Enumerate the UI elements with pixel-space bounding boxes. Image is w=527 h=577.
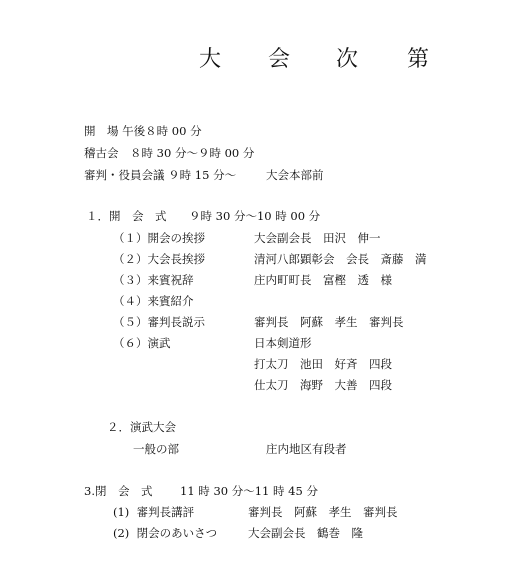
section-1-item-detail: 審判長 阿蘇 孝生 審判長 <box>254 315 404 329</box>
section-1-item-detail: 日本剣道形 <box>254 336 312 350</box>
meeting-location: 大会本部前 <box>266 168 324 182</box>
title-char-3: 次 <box>336 47 359 72</box>
title-char-4: 第 <box>407 47 430 72</box>
section-1-item-label: （６）演武 <box>113 336 171 350</box>
section-1-item-detail: 庄内町町長 富樫 透 様 <box>254 273 392 287</box>
opening-time-line: 開 場 午後８時 00 分 <box>84 124 202 138</box>
section-3-item-detail: 大会副会長 鶴巻 隆 <box>248 526 363 540</box>
section-1-heading: １．開 会 式 <box>86 209 167 223</box>
section-1-item-label: （４）来賓紹介 <box>113 294 194 308</box>
embu-uchidachi-line: 打太刀 池田 好斉 四段 <box>254 357 392 371</box>
section-3-item-label: (2) 閉会のあいさつ <box>113 526 218 540</box>
section-3-time: 11 時 30 分～11 時 45 分 <box>180 484 318 498</box>
section-3-item-label: (1) 審判長講評 <box>113 505 195 519</box>
section-1-item-label: （１）開会の挨拶 <box>113 231 205 245</box>
section-1-item-label: （３）来賓祝辞 <box>113 273 194 287</box>
title-char-2: 会 <box>268 47 291 72</box>
section-1-item-label: （２）大会長挨拶 <box>113 252 205 266</box>
section-3-heading: 3.閉 会 式 <box>84 484 153 498</box>
section-2-sub-detail: 庄内地区有段者 <box>266 442 347 456</box>
section-1-time: ９時 30 分～10 時 00 分 <box>189 209 321 223</box>
section-3-item-detail: 審判長 阿蘇 孝生 審判長 <box>248 505 398 519</box>
section-1-item-detail: 清河八郎顕彰会 会長 斎藤 満 <box>254 252 427 266</box>
section-2-sub-label: 一般の部 <box>133 442 179 456</box>
embu-shidachi-line: 仕太刀 海野 大善 四段 <box>254 378 392 392</box>
section-1-item-detail: 大会副会長 田沢 伸一 <box>254 231 381 245</box>
section-1-item-label: （５）審判長説示 <box>113 315 205 329</box>
meeting-time-line: 審判・役員会議 ９時 15 分～ <box>84 168 237 182</box>
title-char-1: 大 <box>199 47 222 72</box>
section-2-heading: ２．演武大会 <box>107 420 176 434</box>
practice-time-line: 稽古会 ８時 30 分～９時 00 分 <box>84 146 255 160</box>
